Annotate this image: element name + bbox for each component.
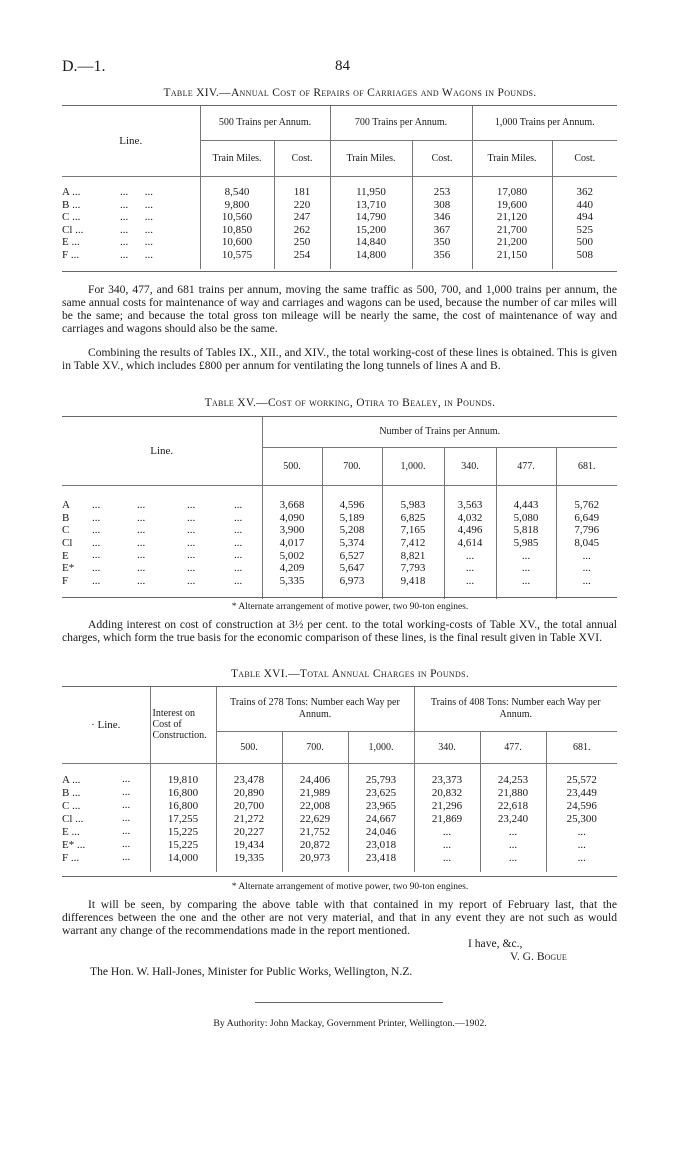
leader-dots: ...	[234, 549, 243, 562]
table-cell: 15,225	[150, 825, 216, 838]
leader-dots: ...	[234, 511, 243, 524]
table-row	[62, 562, 617, 575]
leader-dots: ...	[122, 825, 131, 837]
table14-line-header: Line.	[62, 106, 200, 176]
row-label	[62, 838, 150, 851]
leader-dots: ...	[92, 574, 101, 587]
table-cell: 24,667	[348, 812, 414, 825]
table-cell: 23,373	[414, 773, 480, 786]
table-cell: ...	[496, 562, 556, 575]
table-cell: 20,890	[216, 786, 282, 799]
table-row	[62, 186, 617, 199]
table-cell: 23,625	[348, 786, 414, 799]
table-cell: ...	[444, 562, 496, 575]
leader-dots: ...	[92, 549, 101, 562]
table-row	[62, 851, 617, 864]
table-cell: 7,793	[382, 562, 444, 575]
column-header: 477.	[480, 731, 546, 763]
table-cell: 7,412	[382, 537, 444, 550]
row-label	[62, 199, 200, 212]
table-cell: 24,046	[348, 825, 414, 838]
signature: V. G. Bogue	[510, 950, 567, 963]
table15-group: Number of Trains per Annum.	[262, 417, 617, 447]
line-label: Cl ...	[62, 812, 84, 825]
table-cell: 20,227	[216, 825, 282, 838]
table-cell: 5,335	[262, 575, 322, 588]
table-cell: 20,832	[414, 786, 480, 799]
row-label	[62, 773, 150, 786]
table-cell: 4,614	[444, 537, 496, 550]
table-cell: 262	[274, 224, 330, 237]
line-label: E*	[62, 562, 75, 575]
row-label	[62, 224, 200, 237]
row-label	[62, 186, 200, 199]
table14-group-500: 500 Trains per Annum.	[200, 106, 330, 140]
table-cell: 21,869	[414, 812, 480, 825]
table-cell: 250	[274, 236, 330, 249]
leader-dots: ...	[137, 561, 146, 574]
leader-dots: ...	[122, 851, 131, 863]
table-cell: 494	[552, 211, 617, 224]
table-cell: 5,208	[322, 524, 382, 537]
table-cell: 21,200	[472, 236, 552, 249]
table-row	[62, 249, 617, 262]
column-header: 681.	[546, 731, 617, 763]
table-cell: 5,983	[382, 499, 444, 512]
line-label: Cl ...	[62, 223, 84, 236]
table14-sub-cost: Cost.	[412, 140, 472, 176]
table-cell: 24,596	[546, 799, 617, 812]
table-row	[62, 825, 617, 838]
table-cell: 15,225	[150, 838, 216, 851]
paragraph-4: It will be seen, by comparing the above table with that contained in my report of February last, that the differences between the one and the other are not very material, and that in any event they are not such as would warrant any change of the recommendations made in the report mentioned.	[62, 898, 617, 937]
table-cell: 6,649	[556, 512, 617, 525]
paragraph-2: Combining the results of Tables IX., XII., and XIV., the total working-cost of these lines is obtained. This is given in Table XV., which includes £800 per annum for ventilating the long tunnels of lines A and B.	[62, 346, 617, 372]
line-label: B	[62, 511, 70, 524]
table-row	[62, 537, 617, 550]
table-row	[62, 236, 617, 249]
table-cell: 4,017	[262, 537, 322, 550]
page-number: 84	[335, 58, 350, 74]
table-cell: 346	[412, 211, 472, 224]
leader-dots: ...	[187, 536, 196, 549]
addressee: The Hon. W. Hall-Jones, Minister for Public Works, Wellington, N.Z.	[90, 965, 413, 978]
table15-line-header: Line.	[62, 417, 262, 485]
row-label	[62, 236, 200, 249]
line-label: E ...	[62, 825, 80, 838]
leader-dots: ...	[234, 561, 243, 574]
column-header: 681.	[556, 447, 617, 485]
table16-group-278: Trains of 278 Tons: Number each Way per Annum.	[216, 687, 414, 731]
leader-dots: ... ...	[120, 223, 153, 236]
table-row	[62, 799, 617, 812]
table-cell: 5,080	[496, 512, 556, 525]
table-cell: 3,900	[262, 524, 322, 537]
table-cell: 21,700	[472, 224, 552, 237]
leader-dots: ...	[234, 499, 243, 511]
table14-title: Table XIV.—Annual Cost of Repairs of Carriages and Wagons in Pounds.	[163, 87, 537, 99]
line-label: A ...	[62, 773, 81, 786]
table-cell: ...	[496, 575, 556, 588]
table14-group-700: 700 Trains per Annum.	[330, 106, 472, 140]
table-cell: 25,572	[546, 773, 617, 786]
table-cell: 308	[412, 199, 472, 212]
column-header: 700.	[282, 731, 348, 763]
table-cell: 22,618	[480, 799, 546, 812]
leader-dots: ...	[234, 524, 243, 537]
table-cell: 14,800	[330, 249, 412, 262]
leader-dots: ...	[122, 773, 131, 785]
line-label: F ...	[62, 248, 80, 261]
table-cell: 13,710	[330, 199, 412, 212]
table-cell: 21,150	[472, 249, 552, 262]
table-cell: 25,793	[348, 773, 414, 786]
table-cell: 247	[274, 211, 330, 224]
table14-group-1000: 1,000 Trains per Annum.	[472, 106, 617, 140]
table16-title: Table XVI.—Total Annual Charges in Pounds.	[230, 668, 470, 680]
table16-footnote: * Alternate arrangement of motive power, two 90-ton engines.	[231, 882, 469, 892]
line-label: F	[62, 574, 69, 587]
table-cell: 17,080	[472, 186, 552, 199]
table15-footnote: * Alternate arrangement of motive power, two 90-ton engines.	[231, 602, 469, 612]
leader-dots: ... ...	[120, 186, 153, 199]
table-cell: ...	[480, 851, 546, 864]
line-label: E	[62, 549, 69, 562]
table-cell: ...	[546, 838, 617, 851]
table-cell: 22,008	[282, 799, 348, 812]
row-label	[62, 249, 200, 262]
table-cell: 4,032	[444, 512, 496, 525]
row-label	[62, 799, 150, 812]
table-cell: 10,560	[200, 211, 274, 224]
table14-sub-cost: Cost.	[552, 140, 617, 176]
table14-sub-miles: Train Miles.	[330, 140, 412, 176]
table-cell: 10,850	[200, 224, 274, 237]
table-cell: 4,443	[496, 499, 556, 512]
table16	[62, 687, 617, 872]
table15-title: Table XV.—Cost of working, Otira to Bealey, in Pounds.	[204, 397, 496, 409]
leader-dots: ... ...	[120, 248, 153, 261]
table14	[62, 106, 617, 269]
table-cell: ...	[496, 549, 556, 562]
table16-group-408: Trains of 408 Tons: Number each Way per Annum.	[414, 687, 617, 731]
table-row	[62, 575, 617, 588]
table-cell: 500	[552, 236, 617, 249]
table15	[62, 417, 617, 599]
table-cell: 181	[274, 186, 330, 199]
table-cell: 23,449	[546, 786, 617, 799]
leader-dots: ...	[92, 524, 101, 537]
table-cell: 367	[412, 224, 472, 237]
table15-bottom-rule	[62, 597, 617, 598]
table-cell: ...	[444, 549, 496, 562]
table-row	[62, 211, 617, 224]
table-cell: 7,796	[556, 524, 617, 537]
leader-dots: ...	[187, 511, 196, 524]
table-cell: 6,527	[322, 549, 382, 562]
column-header: 477.	[496, 447, 556, 485]
leader-dots: ...	[122, 786, 131, 798]
line-label: E ...	[62, 236, 80, 249]
leader-dots: ...	[234, 536, 243, 549]
table-cell: 4,209	[262, 562, 322, 575]
table-row	[62, 224, 617, 237]
table-row	[62, 512, 617, 525]
row-label	[62, 812, 150, 825]
table14-sub-miles: Train Miles.	[200, 140, 274, 176]
leader-dots: ... ...	[120, 236, 153, 249]
leader-dots: ...	[122, 838, 131, 850]
table-row	[62, 499, 617, 512]
table-cell: ...	[414, 825, 480, 838]
leader-dots: ...	[187, 561, 196, 574]
table-cell: 19,434	[216, 838, 282, 851]
table-row	[62, 524, 617, 537]
table-cell: ...	[480, 825, 546, 838]
table-cell: ...	[556, 575, 617, 588]
table-cell: 7,165	[382, 524, 444, 537]
table-cell: 8,045	[556, 537, 617, 550]
leader-dots: ... ...	[120, 198, 153, 211]
table-cell: 5,647	[322, 562, 382, 575]
leader-dots: ...	[137, 536, 146, 549]
leader-dots: ...	[122, 812, 131, 824]
leader-dots: ...	[137, 574, 146, 587]
row-label	[62, 524, 262, 537]
table-cell: ...	[546, 851, 617, 864]
leader-dots: ...	[137, 511, 146, 524]
table-cell: 19,600	[472, 199, 552, 212]
table-cell: 9,800	[200, 199, 274, 212]
table-cell: 5,762	[556, 499, 617, 512]
row-label	[62, 851, 150, 864]
imprint-rule	[255, 1002, 443, 1003]
column-header: 500.	[216, 731, 282, 763]
table-cell: 19,810	[150, 773, 216, 786]
table-cell: 23,478	[216, 773, 282, 786]
table-cell: 8,540	[200, 186, 274, 199]
table-cell: 3,563	[444, 499, 496, 512]
table-cell: 11,950	[330, 186, 412, 199]
table-cell: ...	[414, 851, 480, 864]
table-cell: ...	[414, 838, 480, 851]
table-cell: 350	[412, 236, 472, 249]
line-label: F ...	[62, 851, 80, 864]
table-cell: ...	[556, 549, 617, 562]
table-cell: 3,668	[262, 499, 322, 512]
leader-dots: ...	[92, 511, 101, 524]
paragraph-3: Adding interest on cost of construction at 3½ per cent. to the total working-costs of Table XV., the total annual charges, which form the true basis for the economic comparison of these lines, is the final result given in Table XVI.	[62, 618, 617, 644]
printer-imprint: By Authority: John Mackay, Government Printer, Wellington.—1902.	[213, 1018, 487, 1029]
table-cell: 440	[552, 199, 617, 212]
table-cell: 14,000	[150, 851, 216, 864]
leader-dots: ...	[122, 799, 131, 811]
line-label: B ...	[62, 786, 81, 799]
table-cell: 6,825	[382, 512, 444, 525]
row-label	[62, 825, 150, 838]
table-cell: 4,496	[444, 524, 496, 537]
line-label: E* ...	[62, 838, 86, 851]
line-label: C ...	[62, 799, 81, 812]
table-cell: 23,240	[480, 812, 546, 825]
column-header: 1,000.	[348, 731, 414, 763]
table16-interest-header: Interest on Cost of Construction.	[150, 687, 216, 763]
table-cell: 9,418	[382, 575, 444, 588]
table-row	[62, 786, 617, 799]
table-cell: 4,090	[262, 512, 322, 525]
table-cell: 16,800	[150, 799, 216, 812]
row-label	[62, 499, 262, 512]
table-cell: 10,575	[200, 249, 274, 262]
document-code: D.—1.	[62, 58, 106, 75]
row-label	[62, 562, 262, 575]
table-cell: 24,253	[480, 773, 546, 786]
table-cell: 21,880	[480, 786, 546, 799]
table-cell: 20,700	[216, 799, 282, 812]
table-cell: 21,120	[472, 211, 552, 224]
leader-dots: ... ...	[120, 211, 153, 224]
table-cell: 5,002	[262, 549, 322, 562]
table-cell: ...	[480, 838, 546, 851]
table-cell: 21,296	[414, 799, 480, 812]
table-cell: 21,272	[216, 812, 282, 825]
table-row	[62, 549, 617, 562]
leader-dots: ...	[137, 499, 146, 511]
table14-sub-miles: Train Miles.	[472, 140, 552, 176]
leader-dots: ...	[92, 536, 101, 549]
table14-bottom-rule	[62, 271, 617, 272]
leader-dots: ...	[187, 574, 196, 587]
table-cell: 25,300	[546, 812, 617, 825]
table-row	[62, 838, 617, 851]
line-label: B ...	[62, 198, 81, 211]
table-cell: ...	[556, 562, 617, 575]
leader-dots: ...	[187, 499, 196, 511]
row-label	[62, 549, 262, 562]
table-cell: 24,406	[282, 773, 348, 786]
table-cell: 20,973	[282, 851, 348, 864]
line-label: C ...	[62, 211, 81, 224]
table-cell: 19,335	[216, 851, 282, 864]
table-cell: 4,596	[322, 499, 382, 512]
table16-bottom-rule	[62, 876, 617, 877]
row-label	[62, 512, 262, 525]
table-cell: 14,790	[330, 211, 412, 224]
paragraph-1: For 340, 477, and 681 trains per annum, moving the same traffic as 500, 700, and 1,000 trains per annum, the same annual costs for maintenance of way and carriages and wagons can be used, because the number of car miles will be the same; and because the total gross ton mileage will be nearly the same, the cost of maintenance of way and carriages and wagons should also be the same.	[62, 283, 617, 335]
column-header: 1,000.	[382, 447, 444, 485]
table-cell: 5,374	[322, 537, 382, 550]
leader-dots: ...	[187, 549, 196, 562]
line-label: A ...	[62, 186, 81, 199]
leader-dots: ...	[92, 561, 101, 574]
table-cell: 5,189	[322, 512, 382, 525]
row-label	[62, 537, 262, 550]
table-cell: 23,018	[348, 838, 414, 851]
table-cell: 16,800	[150, 786, 216, 799]
column-header: 340.	[444, 447, 496, 485]
table-cell: 253	[412, 186, 472, 199]
table-cell: 525	[552, 224, 617, 237]
leader-dots: ...	[187, 524, 196, 537]
table-cell: 22,629	[282, 812, 348, 825]
table-cell: 14,840	[330, 236, 412, 249]
leader-dots: ...	[137, 524, 146, 537]
column-header: 500.	[262, 447, 322, 485]
table-cell: 10,600	[200, 236, 274, 249]
table-cell: 21,752	[282, 825, 348, 838]
leader-dots: ...	[137, 549, 146, 562]
table-cell: 8,821	[382, 549, 444, 562]
table-cell: 20,872	[282, 838, 348, 851]
table-cell: 254	[274, 249, 330, 262]
table-cell: ...	[444, 575, 496, 588]
table16-line-header: · Line.	[62, 687, 150, 763]
closing: I have, &c.,	[468, 937, 523, 950]
table-cell: 220	[274, 199, 330, 212]
table-cell: 5,985	[496, 537, 556, 550]
table-cell: 362	[552, 186, 617, 199]
table-row	[62, 199, 617, 212]
row-label	[62, 211, 200, 224]
table-cell: 17,255	[150, 812, 216, 825]
table-cell: 6,973	[322, 575, 382, 588]
row-label	[62, 786, 150, 799]
leader-dots: ...	[92, 499, 101, 511]
table-cell: 21,989	[282, 786, 348, 799]
row-label	[62, 575, 262, 588]
table-cell: 508	[552, 249, 617, 262]
column-header: 700.	[322, 447, 382, 485]
table-row	[62, 812, 617, 825]
line-label: C	[62, 524, 70, 537]
leader-dots: ...	[234, 574, 243, 587]
column-header: 340.	[414, 731, 480, 763]
table-row	[62, 773, 617, 786]
line-label: Cl	[62, 537, 73, 550]
table-cell: 23,418	[348, 851, 414, 864]
table-cell: ...	[546, 825, 617, 838]
line-label: A	[62, 499, 70, 512]
table-cell: 15,200	[330, 224, 412, 237]
table-cell: 23,965	[348, 799, 414, 812]
table-cell: 5,818	[496, 524, 556, 537]
table14-sub-cost: Cost.	[274, 140, 330, 176]
table-cell: 356	[412, 249, 472, 262]
